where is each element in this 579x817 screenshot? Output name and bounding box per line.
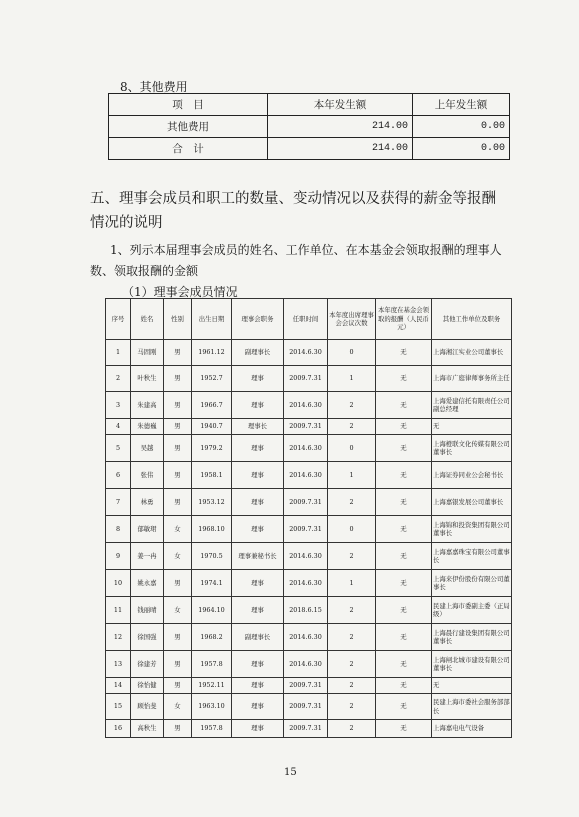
table-cell: 上海湘江实业公司董事长 xyxy=(432,340,512,366)
table-cell: 1968.2 xyxy=(192,624,232,651)
table-cell: 女 xyxy=(164,516,192,543)
table-cell: 1 xyxy=(106,340,131,366)
table-cell: 郁敏珺 xyxy=(131,516,164,543)
table-cell: 2009.7.31 xyxy=(284,516,328,543)
table-row xyxy=(106,462,512,489)
table-cell: 2 xyxy=(328,694,376,720)
table-row xyxy=(106,720,512,738)
table-cell: 女 xyxy=(164,543,192,570)
table-cell: 2014.6.30 xyxy=(284,543,328,570)
table-cell: 无 xyxy=(376,516,432,543)
table-cell: 理事长 xyxy=(232,419,284,435)
header-cell: 出生日期 xyxy=(192,299,232,340)
table-cell: 2014.6.30 xyxy=(284,570,328,597)
table-cell: 2018.6.15 xyxy=(284,597,328,624)
table-cell: 无 xyxy=(376,678,432,694)
header-cell: 本年发生额 xyxy=(268,94,413,116)
table-cell: 理事 xyxy=(232,489,284,516)
table-cell: 男 xyxy=(164,678,192,694)
table-cell: 上海爱建信托有限责任公司副总经理 xyxy=(432,392,512,419)
table-cell: 徐怡健 xyxy=(131,678,164,694)
table-cell: 2009.7.31 xyxy=(284,720,328,738)
table-cell: 高秋生 xyxy=(131,720,164,738)
section-8-heading: 8、其他费用 xyxy=(120,80,188,94)
table-cell: 男 xyxy=(164,489,192,516)
section-5-heading: 五、理事会成员和职工的数量、变动情况以及获得的薪金等报酬情况的说明 xyxy=(90,191,496,231)
table-cell: 2009.7.31 xyxy=(284,489,328,516)
table-cell: 男 xyxy=(164,720,192,738)
table-cell: 姚永嘉 xyxy=(131,570,164,597)
table-cell: 理事 xyxy=(232,366,284,392)
table-cell: 4 xyxy=(106,419,131,435)
row-label: 其他费用 xyxy=(109,116,268,138)
table-cell: 男 xyxy=(164,366,192,392)
table-cell: 7 xyxy=(106,489,131,516)
table-row xyxy=(106,516,512,543)
row-label: 合 计 xyxy=(109,138,268,160)
table-cell: 1963.10 xyxy=(192,694,232,720)
table-cell: 2009.7.31 xyxy=(284,694,328,720)
table-cell: 上海证券同业公会秘书长 xyxy=(432,462,512,489)
header-cell: 理事会职务 xyxy=(232,299,284,340)
table-cell: 3 xyxy=(106,392,131,419)
table-cell: 14 xyxy=(106,678,131,694)
board-members-table xyxy=(105,298,512,738)
table-cell: 男 xyxy=(164,570,192,597)
table-cell: 2014.6.30 xyxy=(284,435,328,462)
table-cell: 1970.5 xyxy=(192,543,232,570)
table-cell: 1979.2 xyxy=(192,435,232,462)
table-cell: 13 xyxy=(106,651,131,678)
table-cell: 男 xyxy=(164,651,192,678)
table-cell: 2 xyxy=(328,720,376,738)
table-cell: 无 xyxy=(376,651,432,678)
table-cell: 男 xyxy=(164,419,192,435)
table-cell: 5 xyxy=(106,435,131,462)
table-cell: 无 xyxy=(376,392,432,419)
table-cell: 张伟 xyxy=(131,462,164,489)
table-row xyxy=(106,651,512,678)
table-cell: 1 xyxy=(328,570,376,597)
table-row xyxy=(106,340,512,366)
table-cell: 1953.12 xyxy=(192,489,232,516)
table-cell: 理事 xyxy=(232,516,284,543)
header-cell: 项 目 xyxy=(109,94,268,116)
table-row xyxy=(106,366,512,392)
table-cell: 2009.7.31 xyxy=(284,419,328,435)
table-row xyxy=(106,570,512,597)
table-cell: 无 xyxy=(432,419,512,435)
table-cell: 男 xyxy=(164,340,192,366)
table-cell: 无 xyxy=(376,435,432,462)
table-cell: 男 xyxy=(164,392,192,419)
table-row xyxy=(106,597,512,624)
table-cell: 2 xyxy=(328,489,376,516)
table-row xyxy=(106,435,512,462)
table-cell: 15 xyxy=(106,694,131,720)
table-cell: 1940.7 xyxy=(192,419,232,435)
table-cell: 1974.1 xyxy=(192,570,232,597)
table-cell: 无 xyxy=(376,462,432,489)
table-cell: 0 xyxy=(328,516,376,543)
table-cell: 副理事长 xyxy=(232,624,284,651)
table-cell: 上海嘉嘉珠宝有限公司董事长 xyxy=(432,543,512,570)
table-row xyxy=(109,138,510,160)
header-cell: 序号 xyxy=(106,299,131,340)
table-cell: 2 xyxy=(328,597,376,624)
table-cell: 马固刚 xyxy=(131,340,164,366)
table-cell: 无 xyxy=(376,489,432,516)
table-cell: 1964.10 xyxy=(192,597,232,624)
table-cell: 1968.10 xyxy=(192,516,232,543)
table-cell: 上海嘉电电气设备 xyxy=(432,720,512,738)
table-cell: 无 xyxy=(376,340,432,366)
table-cell: 2009.7.31 xyxy=(284,678,328,694)
table-cell: 无 xyxy=(376,366,432,392)
table-cell: 顾怡斐 xyxy=(131,694,164,720)
header-cell: 性别 xyxy=(164,299,192,340)
table-cell: 无 xyxy=(376,570,432,597)
table-body xyxy=(106,340,512,738)
table-cell: 钱丽晴 xyxy=(131,597,164,624)
table-cell: 民建上海市委副主委（正局级） xyxy=(432,597,512,624)
current-year-value: 214.00 xyxy=(268,116,413,138)
table-cell: 吴越 xyxy=(131,435,164,462)
table-cell: 2 xyxy=(328,678,376,694)
table-cell: 1958.1 xyxy=(192,462,232,489)
table-row xyxy=(109,116,510,138)
table-cell: 上海锦和投资集团有限公司董事长 xyxy=(432,516,512,543)
table-cell: 1961.12 xyxy=(192,340,232,366)
table-cell: 理事 xyxy=(232,462,284,489)
section-5-paragraph: 1、列示本届理事会成员的姓名、工作单位、在本基金会领取报酬的理事人数、领取报酬的金额 xyxy=(90,243,502,278)
header-cell: 姓名 xyxy=(131,299,164,340)
table-cell: 叶秋生 xyxy=(131,366,164,392)
table-cell: 0 xyxy=(328,435,376,462)
table-cell: 男 xyxy=(164,462,192,489)
table-cell: 林勇 xyxy=(131,489,164,516)
table-cell: 理事 xyxy=(232,678,284,694)
table-cell: 民建上海市委社会服务部部长 xyxy=(432,694,512,720)
table-cell: 2014.6.30 xyxy=(284,392,328,419)
table-cell: 无 xyxy=(432,678,512,694)
table-cell: 理事 xyxy=(232,651,284,678)
table-cell: 2 xyxy=(328,419,376,435)
table-cell: 男 xyxy=(164,435,192,462)
header-cell: 本年度在基金会领取的报酬（人民币元） xyxy=(376,299,432,340)
table-cell: 2 xyxy=(106,366,131,392)
table-cell: 理事兼秘书长 xyxy=(232,543,284,570)
table-cell: 朱德巍 xyxy=(131,419,164,435)
table-cell: 0 xyxy=(328,340,376,366)
table-cell: 徐国强 xyxy=(131,624,164,651)
table-row xyxy=(106,392,512,419)
table-cell: 无 xyxy=(376,720,432,738)
table-row xyxy=(106,694,512,720)
header-cell: 任职时间 xyxy=(284,299,328,340)
table-cell: 女 xyxy=(164,597,192,624)
table-cell: 上海橙联文化传媒有限公司董事长 xyxy=(432,435,512,462)
table-cell: 1 xyxy=(328,366,376,392)
table-cell: 1 xyxy=(328,462,376,489)
table-cell: 上海市广庭律师事务所主任 xyxy=(432,366,512,392)
header-cell: 其他工作单位及职务 xyxy=(432,299,512,340)
table-cell: 上海晨行建设集团有限公司董事长 xyxy=(432,624,512,651)
table-cell: 2009.7.31 xyxy=(284,366,328,392)
table-cell: 2 xyxy=(328,392,376,419)
section-5-subheading: （1）理事会成员情况 xyxy=(122,285,238,299)
table-cell: 1966.7 xyxy=(192,392,232,419)
table-cell: 2 xyxy=(328,651,376,678)
table-cell: 2014.6.30 xyxy=(284,340,328,366)
table-cell: 8 xyxy=(106,516,131,543)
table-row xyxy=(106,489,512,516)
table-header-row xyxy=(109,94,510,116)
table-row xyxy=(106,678,512,694)
other-expenses-table xyxy=(108,93,510,160)
table-header-row xyxy=(106,299,512,340)
table-cell: 朱建高 xyxy=(131,392,164,419)
table-cell: 无 xyxy=(376,543,432,570)
table-cell: 姜一冉 xyxy=(131,543,164,570)
table-cell: 2014.6.30 xyxy=(284,462,328,489)
prior-year-value: 0.00 xyxy=(413,138,510,160)
table-cell: 徐建芳 xyxy=(131,651,164,678)
table-cell: 理事 xyxy=(232,694,284,720)
table-cell: 理事 xyxy=(232,720,284,738)
table-row xyxy=(106,543,512,570)
table-cell: 2014.6.30 xyxy=(284,624,328,651)
header-cell: 本年度出席理事会会议次数 xyxy=(328,299,376,340)
table-cell: 2014.6.30 xyxy=(284,651,328,678)
table-cell: 无 xyxy=(376,419,432,435)
table-cell: 上海来伊份股份有限公司董事长 xyxy=(432,570,512,597)
table-cell: 副理事长 xyxy=(232,340,284,366)
table-cell: 2 xyxy=(328,543,376,570)
table-cell: 16 xyxy=(106,720,131,738)
table-cell: 1952.7 xyxy=(192,366,232,392)
table-cell: 无 xyxy=(376,597,432,624)
header-cell: 上年发生额 xyxy=(413,94,510,116)
table-cell: 男 xyxy=(164,624,192,651)
table-cell: 女 xyxy=(164,694,192,720)
table-cell: 上海嘉银发展公司董事长 xyxy=(432,489,512,516)
table-cell: 上海闸北城市建设有限公司董事长 xyxy=(432,651,512,678)
table-cell: 10 xyxy=(106,570,131,597)
table-cell: 1952.11 xyxy=(192,678,232,694)
table-cell: 12 xyxy=(106,624,131,651)
table-cell: 理事 xyxy=(232,392,284,419)
table-cell: 理事 xyxy=(232,570,284,597)
table-row xyxy=(106,419,512,435)
prior-year-value: 0.00 xyxy=(413,116,510,138)
table-cell: 理事 xyxy=(232,435,284,462)
table-cell: 6 xyxy=(106,462,131,489)
table-cell: 无 xyxy=(376,624,432,651)
table-cell: 2 xyxy=(328,624,376,651)
table-cell: 11 xyxy=(106,597,131,624)
table-row xyxy=(106,624,512,651)
table-cell: 1957.8 xyxy=(192,720,232,738)
current-year-value: 214.00 xyxy=(268,138,413,160)
page-number: 15 xyxy=(284,767,297,778)
table-cell: 9 xyxy=(106,543,131,570)
table-cell: 1957.8 xyxy=(192,651,232,678)
table-cell: 理事 xyxy=(232,597,284,624)
table-cell: 无 xyxy=(376,694,432,720)
